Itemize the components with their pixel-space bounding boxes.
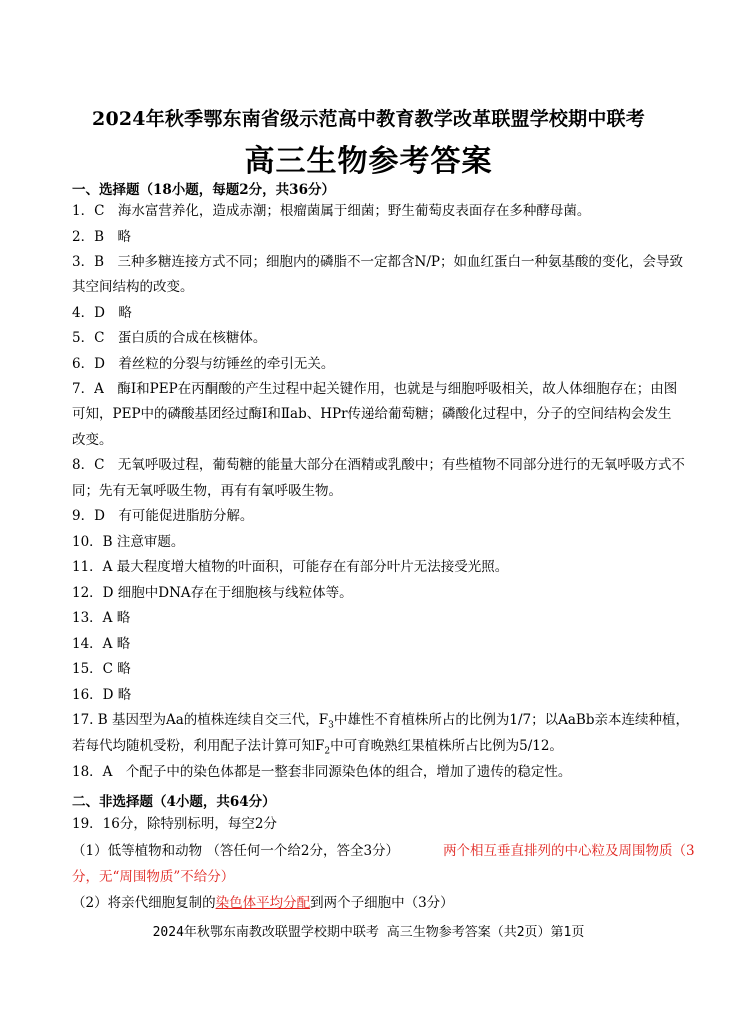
answer-1: 1．C 海水富营养化，造成赤潮；根瘤菌属于细菌；野生葡萄皮表面存在多种酵母菌。 [72, 203, 591, 219]
answer-8-line2: 同；先有无氧呼吸生物，再有有氧呼吸生物。 [72, 483, 342, 499]
q19-part1-line2: 分，无“周围物质”不给分） [72, 869, 235, 885]
page-footer: 2024年秋鄂东南教改联盟学校期中联考 高三生物参考答案（共2页）第1页 [152, 925, 585, 940]
answer-key-title: 高三生物参考答案 [244, 144, 493, 179]
answer-2: 2．B 略 [72, 229, 132, 245]
q19-intro: 19．16分，除特别标明，每空2分 [72, 816, 277, 832]
section-heading-choice: 一、选择题（18小题，每题2分，共36分） [72, 182, 335, 198]
answer-5: 5．C 蛋白质的合成在核糖体。 [72, 330, 267, 346]
q19-part1-line1 [72, 842, 695, 860]
subscript-f2: 2 [324, 746, 331, 757]
answer-16: 16．D 略 [72, 687, 132, 703]
answer-17-text-a: 17. B 基因型为Aa的植株连续自交三代，F [72, 712, 329, 728]
answer-17-line1 [72, 711, 689, 735]
answer-13: 13．A 略 [72, 610, 131, 626]
q19-part2-text-b: 到两个子细胞中（3分） [310, 895, 454, 911]
q19-part1-answer-red: 两个相互垂直排列的中心粒及周围物质（3 [443, 843, 695, 859]
exam-title: 2024年秋季鄂东南省级示范高中教育教学改革联盟学校期中联考 [92, 108, 645, 130]
q19-part1-answer: （1）低等植物和动物 （答任何一个给2分，答全3分） [72, 843, 400, 859]
answer-7-line2: 可知，PEP中的磷酸基团经过酶Ⅰ和Ⅱab、HPr传递给葡萄糖；磷酸化过程中，分子的空间结构会发生 [72, 406, 672, 422]
answer-6: 6．D 着丝粒的分裂与纺锤丝的牵引无关。 [72, 356, 335, 372]
answer-17-text-d: 中可育晚熟红果植株所占比例为5/12。 [330, 738, 563, 754]
answer-15: 15．C 略 [72, 661, 131, 677]
answer-8-line1: 8．C 无氧呼吸过程，葡萄糖的能量大部分在酒精或乳酸中；有些植物不同部分进行的无氧呼吸方式不 [72, 457, 685, 473]
answer-17-text-b: 中雄性不育植株所占的比例为1/7；以AaBb亲本连续种植， [333, 712, 689, 728]
answer-3-line1: 3．B 三种多糖连接方式不同；细胞内的磷脂不一定都含N/P；如血红蛋白一种氨基酸的变化，会导致 [72, 254, 683, 270]
answer-7-line1: 7．A 酶Ⅰ和PEP在丙酮酸的产生过程中起关键作用，也就是与细胞呼吸相关，故人体细胞存在；由图 [72, 381, 678, 397]
answer-3-line2: 其空间结构的改变。 [72, 279, 194, 295]
answer-7-line3: 改变。 [72, 432, 113, 448]
answer-10: 10．B 注意审题。 [72, 534, 185, 550]
q19-part2-text-a: （2）将亲代细胞复制的 [72, 895, 216, 911]
answer-17-line2 [72, 737, 563, 761]
answer-14: 14．A 略 [72, 636, 131, 652]
answer-12: 12．D 细胞中DNA存在于细胞核与线粒体等。 [72, 585, 353, 601]
answer-18: 18．A 个配子中的染色体都是一整套非同源染色体的组合，增加了遗传的稳定性。 [72, 764, 572, 780]
q19-part2 [72, 894, 454, 912]
q19-part2-keyword: 染色体平均分配 [215, 895, 311, 911]
section-heading-nonchoice: 二、非选择题（4小题，共64分） [72, 794, 276, 810]
answer-11: 11．A 最大程度增大植物的叶面积，可能存在有部分叶片无法接受光照。 [72, 559, 509, 575]
answer-4: 4．D 略 [72, 305, 132, 321]
answer-9: 9．D 有可能促进脂肪分解。 [72, 508, 254, 524]
answer-17-text-c: 若每代均随机受粉，利用配子法计算可知F [72, 738, 325, 754]
subscript-f3: 3 [328, 720, 334, 731]
